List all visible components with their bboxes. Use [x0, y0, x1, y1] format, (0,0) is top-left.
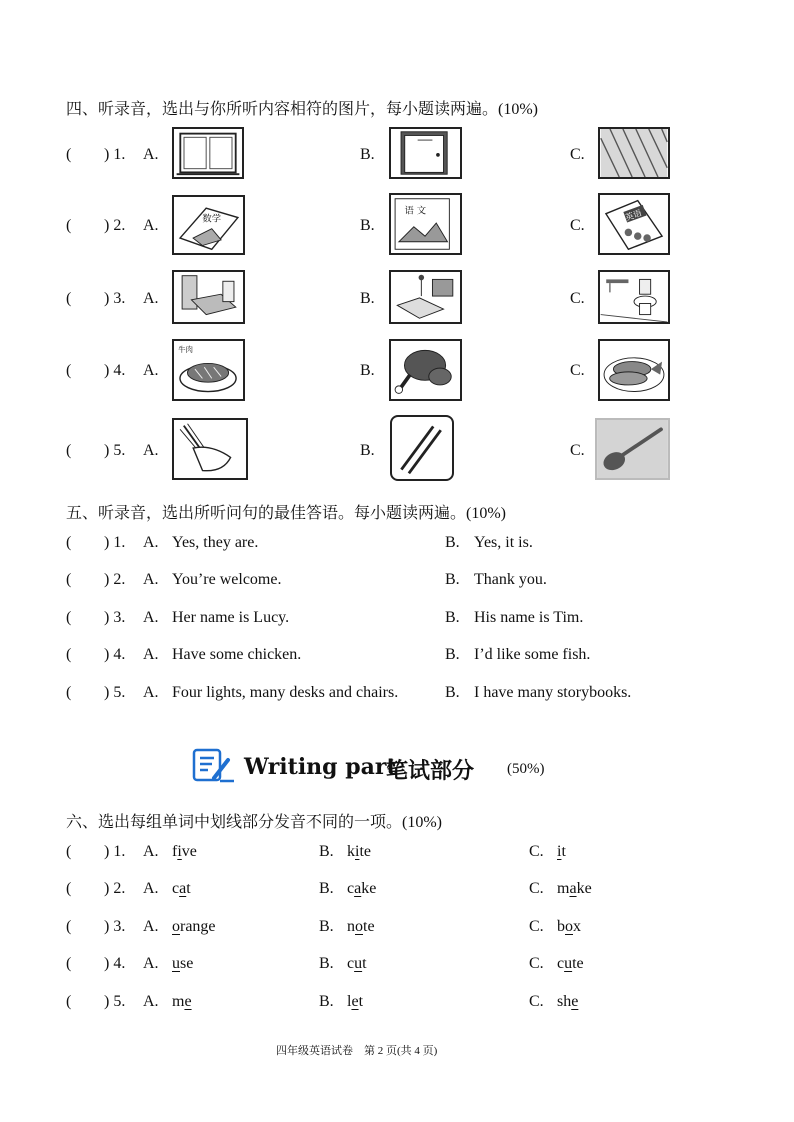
answer-blank[interactable]: (	[66, 684, 72, 701]
english-book-picture[interactable]	[598, 193, 670, 255]
question-number: ) 2.	[104, 217, 126, 234]
option-b-text[interactable]: Yes, it is.	[474, 534, 533, 551]
answer-blank[interactable]: (	[66, 918, 72, 935]
section-6-title: 六、选出每组单词中划线部分发音不同的一项。(10%)	[66, 814, 442, 831]
living-room-picture[interactable]	[389, 270, 462, 324]
option-b-word[interactable]: cake	[347, 880, 377, 897]
option-b-label: B.	[319, 918, 334, 935]
chopsticks-picture[interactable]	[390, 415, 454, 481]
option-b-label: B.	[445, 609, 460, 626]
option-a-label: A.	[143, 684, 159, 701]
option-c-label: C.	[570, 442, 585, 459]
writing-pencil-icon	[192, 748, 236, 784]
option-b-label: B.	[360, 290, 375, 307]
question-number: ) 5.	[104, 993, 126, 1010]
answer-blank[interactable]: (	[66, 362, 72, 379]
option-a-label: A.	[143, 993, 159, 1010]
option-a-label: A.	[143, 955, 159, 972]
option-a-label: A.	[143, 146, 159, 163]
option-a-label: A.	[143, 918, 159, 935]
option-a-text[interactable]: Have some chicken.	[172, 646, 302, 663]
beef-label-text: 牛肉	[178, 345, 194, 355]
floor-picture[interactable]	[598, 127, 670, 179]
option-a-label: A.	[143, 646, 159, 663]
answer-blank[interactable]: (	[66, 646, 72, 663]
option-b-text[interactable]: I have many storybooks.	[474, 684, 632, 701]
option-a-label: A.	[143, 534, 159, 551]
option-a-word[interactable]: me	[172, 993, 192, 1010]
option-c-label: C.	[570, 290, 585, 307]
answer-blank[interactable]: (	[66, 217, 72, 234]
fork-picture[interactable]	[172, 418, 248, 480]
spoon-picture[interactable]	[595, 418, 670, 480]
writing-part-cn-title: 笔试部分	[386, 758, 475, 784]
option-a-label: A.	[143, 217, 159, 234]
option-b-label: B.	[360, 442, 375, 459]
writing-part-percent: (50%)	[507, 761, 545, 777]
answer-blank[interactable]: (	[66, 290, 72, 307]
question-number: ) 3.	[104, 918, 126, 935]
option-c-word[interactable]: she	[557, 993, 579, 1010]
option-a-label: A.	[143, 880, 159, 897]
question-number: ) 1.	[104, 534, 126, 551]
option-c-label: C.	[529, 880, 544, 897]
book-title-text: 英语	[623, 207, 644, 223]
question-number: ) 2.	[104, 571, 126, 588]
answer-blank[interactable]: (	[66, 843, 72, 860]
option-b-label: B.	[319, 843, 334, 860]
option-a-label: A.	[143, 290, 159, 307]
answer-blank[interactable]: (	[66, 993, 72, 1010]
answer-blank[interactable]: (	[66, 880, 72, 897]
book-title-text: 数学	[202, 213, 222, 225]
question-number: ) 1.	[104, 146, 126, 163]
option-a-word[interactable]: use	[172, 955, 194, 972]
option-c-word[interactable]: box	[557, 918, 581, 935]
option-b-label: B.	[319, 993, 334, 1010]
option-b-word[interactable]: let	[347, 993, 364, 1010]
option-c-word[interactable]: make	[557, 880, 592, 897]
option-b-word[interactable]: cut	[347, 955, 367, 972]
bathroom-picture[interactable]	[598, 270, 670, 324]
option-b-label: B.	[445, 571, 460, 588]
math-book-picture[interactable]	[172, 195, 245, 255]
option-b-text[interactable]: I’d like some fish.	[474, 646, 591, 663]
bedroom-picture[interactable]	[172, 270, 245, 324]
question-number: ) 3.	[104, 609, 126, 626]
option-c-label: C.	[570, 217, 585, 234]
option-b-label: B.	[319, 880, 334, 897]
option-c-word[interactable]: cute	[557, 955, 584, 972]
option-b-label: B.	[360, 217, 375, 234]
option-a-text[interactable]: You’re welcome.	[172, 571, 282, 588]
answer-blank[interactable]: (	[66, 609, 72, 626]
question-number: ) 2.	[104, 880, 126, 897]
option-a-text[interactable]: Yes, they are.	[172, 534, 259, 551]
option-c-label: C.	[570, 146, 585, 163]
section-5-title: 五、听录音，选出所听问句的最佳答语。每小题读两遍。(10%)	[66, 505, 506, 522]
page-footer: 四年级英语试卷 第 2 页(共 4 页)	[276, 1045, 438, 1057]
option-b-label: B.	[319, 955, 334, 972]
question-number: ) 3.	[104, 290, 126, 307]
question-number: ) 4.	[104, 955, 126, 972]
answer-blank[interactable]: (	[66, 146, 72, 163]
writing-part-title: Writing part	[244, 754, 397, 780]
question-number: ) 1.	[104, 843, 126, 860]
option-a-word[interactable]: cat	[172, 880, 191, 897]
option-a-label: A.	[143, 843, 159, 860]
option-b-label: B.	[445, 534, 460, 551]
chinese-book-picture[interactable]	[389, 193, 462, 255]
option-c-label: C.	[529, 918, 544, 935]
option-a-text[interactable]: Four lights, many desks and chairs.	[172, 684, 399, 701]
option-b-text[interactable]: His name is Tim.	[474, 609, 584, 626]
option-c-label: C.	[529, 993, 544, 1010]
option-b-word[interactable]: note	[347, 918, 375, 935]
option-b-label: B.	[445, 646, 460, 663]
answer-blank[interactable]: (	[66, 442, 72, 459]
option-b-text[interactable]: Thank you.	[474, 571, 547, 588]
answer-blank[interactable]: (	[66, 955, 72, 972]
option-b-word[interactable]: kite	[347, 843, 371, 860]
option-b-label: B.	[360, 146, 375, 163]
option-a-word[interactable]: five	[172, 843, 197, 860]
option-c-label: C.	[570, 362, 585, 379]
option-c-word[interactable]: it	[557, 843, 566, 860]
section-4-title: 四、听录音，选出与你所听内容相符的图片，每小题读两遍。(10%)	[66, 101, 538, 118]
option-a-label: A.	[143, 609, 159, 626]
option-c-label: C.	[529, 955, 544, 972]
question-number: ) 5.	[104, 684, 126, 701]
door-picture[interactable]	[389, 127, 462, 179]
option-b-label: B.	[445, 684, 460, 701]
option-a-text[interactable]: Her name is Lucy.	[172, 609, 290, 626]
answer-blank[interactable]: (	[66, 534, 72, 551]
book-title-text: 语 文	[404, 205, 427, 217]
question-number: ) 5.	[104, 442, 126, 459]
answer-blank[interactable]: (	[66, 571, 72, 588]
fish-picture[interactable]	[598, 339, 670, 401]
question-number: ) 4.	[104, 646, 126, 663]
window-picture[interactable]	[172, 127, 244, 179]
option-b-label: B.	[360, 362, 375, 379]
option-c-label: C.	[529, 843, 544, 860]
chicken-picture[interactable]	[389, 339, 462, 401]
option-a-label: A.	[143, 442, 159, 459]
option-a-label: A.	[143, 571, 159, 588]
question-number: ) 4.	[104, 362, 126, 379]
beef-picture[interactable]	[172, 339, 245, 401]
option-a-label: A.	[143, 362, 159, 379]
option-a-word[interactable]: orange	[172, 918, 216, 935]
